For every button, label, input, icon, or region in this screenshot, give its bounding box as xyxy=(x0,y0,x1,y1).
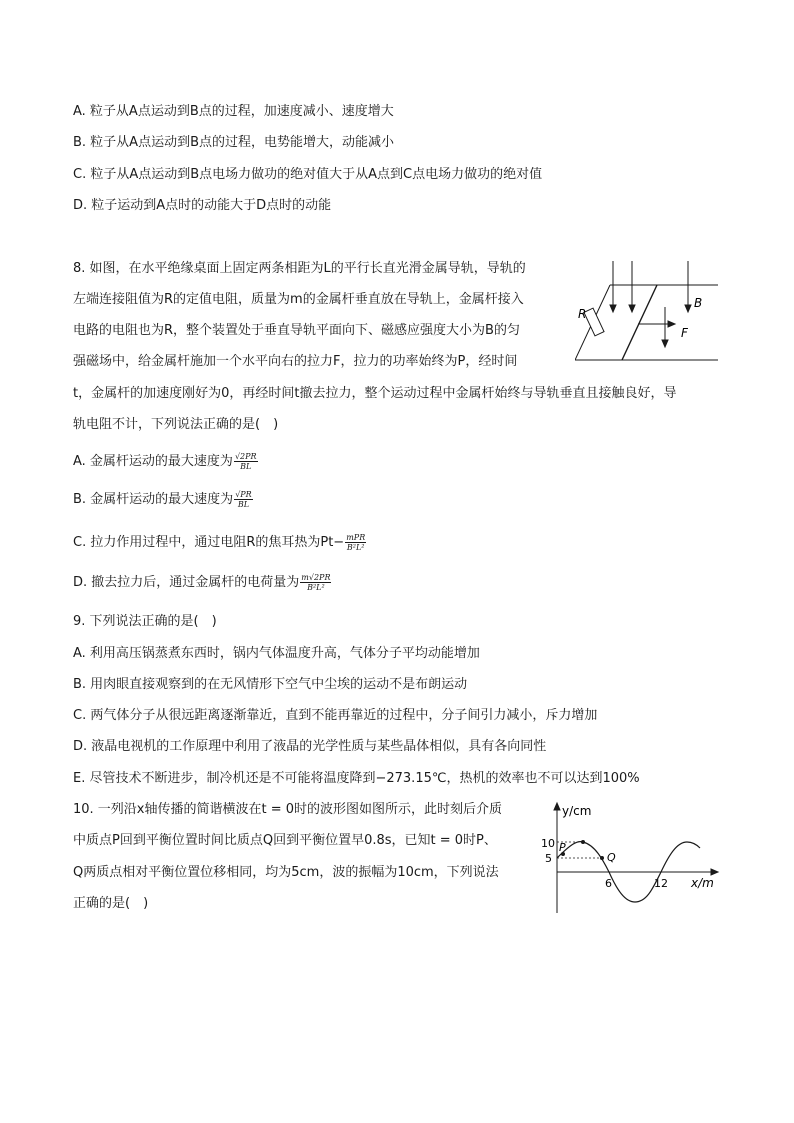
q8-option-a xyxy=(73,452,259,471)
q9-option-d: D. 液晶电视机的工作原理中利用了液晶的光学性质与某些晶体相似，具有各向同性 xyxy=(73,739,547,754)
q10-points xyxy=(561,840,604,860)
q8-option-d-numerator: m√2PR xyxy=(301,573,331,582)
q10-wave-graph xyxy=(535,800,725,920)
q8-stem-line-2: 左端连接阻值为R的定值电阻，质量为m的金属杆垂直放在导轨上，金属杆接入 xyxy=(73,292,524,307)
q8-option-c xyxy=(73,533,367,552)
q8-label-F: F xyxy=(681,326,688,340)
q10-y-axis-arrowhead xyxy=(554,803,560,810)
q8-stem-line-6: 轨电阻不计，下列说法正确的是( ) xyxy=(73,417,279,432)
q8-magnetic-field-arrows xyxy=(610,261,691,347)
q8-resistor xyxy=(584,308,604,336)
q8-option-c-text: C. 拉力作用过程中，通过电阻R的焦耳热为Pt− xyxy=(73,535,345,550)
q9-option-e: E. 尽管技术不断进步，制冷机还是不可能将温度降到−273.15℃，热机的效率也不可以达到100% xyxy=(73,771,640,786)
q10-x-tick-12: 12 xyxy=(654,877,668,890)
q8-stem-line-1: 8. 如图，在水平绝缘桌面上固定两条相距为L的平行长直光滑金属导轨，导轨的 xyxy=(73,261,526,276)
q10-y-tick-5: 5 xyxy=(545,852,552,865)
q8-stem-line-5: t，金属杆的加速度刚好为0，再经时间t撤去拉力，整个运动过程中金属杆始终与导轨垂直且接触良好，导 xyxy=(73,386,677,401)
q8-option-c-denominator: B²L² xyxy=(346,543,365,552)
q8-option-d-denominator: B²L² xyxy=(307,583,325,592)
q8-option-a-denominator: BL xyxy=(240,462,252,471)
q10-label-Q: Q xyxy=(607,851,616,864)
q10-x-tick-6: 6 xyxy=(605,877,612,890)
q10-stem-line-4: 正确的是( ) xyxy=(73,896,149,911)
q9-option-b: B. 用肉眼直接观察到的在无风情形下空气中尘埃的运动不是布朗运动 xyxy=(73,677,468,692)
q8-stem-line-4: 强磁场中，给金属杆施加一个水平向右的拉力F，拉力的功率始终为P，经时间 xyxy=(73,354,518,369)
q9-stem: 9. 下列说法正确的是( ) xyxy=(73,614,217,629)
q8-option-b-denominator: BL xyxy=(237,500,250,509)
q10-stem-line-1: 10. 一列沿x轴传播的简谐横波在t = 0时的波形图如图所示，此时刻后介质 xyxy=(73,802,503,817)
q7-option-b: B. 粒子从A点运动到B点的过程，电势能增大，动能减小 xyxy=(73,135,394,150)
q8-circuit-figure xyxy=(575,255,725,367)
q8-option-a-numerator: √2PR xyxy=(234,452,257,461)
q8-label-R: R xyxy=(578,307,587,321)
q10-x-axis-label: x/m xyxy=(691,876,714,890)
q10-crest-marker xyxy=(581,840,585,844)
q10-stem-line-2: 中质点P回到平衡位置时间比质点Q回到平衡位置早0.8s，已知t = 0时P、 xyxy=(73,833,497,848)
q8-option-d-fraction xyxy=(300,573,331,592)
q8-option-b xyxy=(73,490,254,509)
q7-option-c: C. 粒子从A点运动到B点电场力做功的绝对值大于从A点到C点电场力做功的绝对值 xyxy=(73,167,543,182)
q10-x-axis-arrowhead xyxy=(711,869,718,875)
q7-option-a: A. 粒子从A点运动到B点的过程，加速度减小、速度增大 xyxy=(73,104,394,119)
q8-metal-rod xyxy=(622,285,657,360)
q8-option-b-text: B. 金属杆运动的最大速度为 xyxy=(73,492,234,507)
q8-option-b-numerator: √PR xyxy=(235,490,252,499)
q8-option-b-fraction xyxy=(234,490,253,509)
q10-y-tick-10: 10 xyxy=(541,837,555,850)
q8-label-B: B xyxy=(694,296,703,310)
q9-option-c: C. 两气体分子从很远距离逐渐靠近，直到不能再靠近的过程中，分子间引力减小，斥力增加 xyxy=(73,708,598,723)
q8-option-d-text: D. 撤去拉力后，通过金属杆的电荷量为 xyxy=(73,575,300,590)
q10-point-Q-marker xyxy=(600,856,604,860)
q8-option-c-fraction xyxy=(345,533,366,552)
q10-y-axis-label: y/cm xyxy=(562,804,592,818)
q8-stem-line-3: 电路的电阻也为R，整个装置处于垂直导轨平面向下、磁感应强度大小为B的匀 xyxy=(73,323,520,338)
q8-option-a-fraction xyxy=(234,452,258,471)
q8-option-a-text: A. 金属杆运动的最大速度为 xyxy=(73,454,233,469)
q10-label-P: P xyxy=(559,841,566,854)
q10-stem-line-3: Q两质点相对平衡位置位移相同，均为5cm，波的振幅为10cm，下列说法 xyxy=(73,865,499,880)
q7-option-d: D. 粒子运动到A点时的动能大于D点时的动能 xyxy=(73,198,332,213)
q9-option-a: A. 利用高压锅蒸煮东西时，锅内气体温度升高，气体分子平均动能增加 xyxy=(73,646,480,661)
q8-force-arrow xyxy=(638,321,675,327)
q8-option-c-numerator: mPR xyxy=(346,533,366,542)
q8-option-d xyxy=(73,573,332,592)
